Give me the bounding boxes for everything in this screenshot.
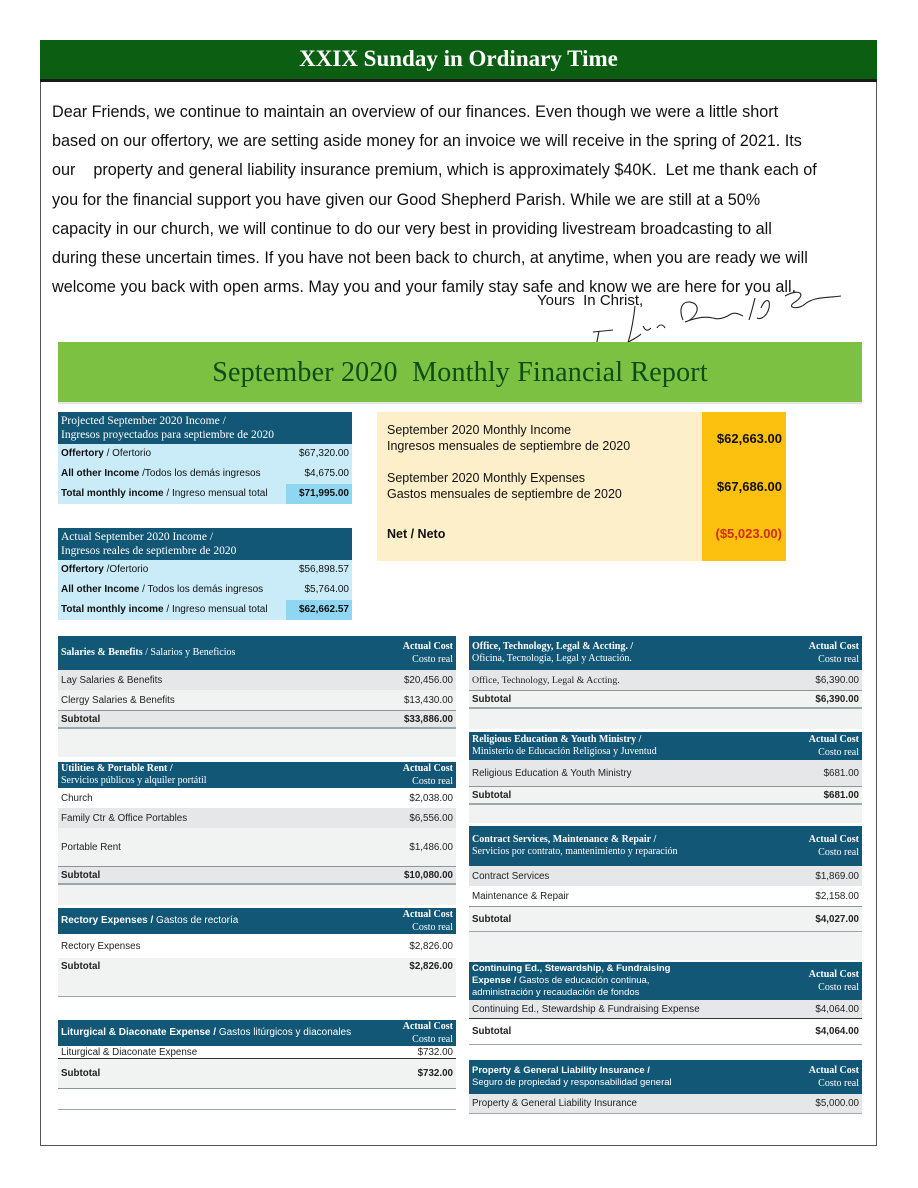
letter-line: capacity in our church, we will continue to do our very best in providing livestream broadcasting to all <box>52 219 772 238</box>
label-line: Gastos mensuales de septiembre de 2020 <box>387 487 622 501</box>
religious-ed-table <box>469 732 862 823</box>
cost-header-translation: Costo real <box>412 922 453 933</box>
table-title: Liturgical & Diaconate Expense / <box>61 1027 217 1038</box>
row-label: All other Income <box>61 584 140 595</box>
net-label <box>387 526 445 542</box>
row-value: $13,430.00 <box>403 694 453 706</box>
letter-line: during these uncertain times. If you have not been back to church, at anytime, when you are ready we will <box>52 249 808 268</box>
total-row <box>58 600 352 620</box>
table-row <box>58 670 456 690</box>
header-line: Ingresos proyectados para septiembre de 2020 <box>61 429 274 441</box>
row-value: $1,869.00 <box>815 870 859 882</box>
cost-header: Actual Cost <box>402 909 453 920</box>
row-label: Rectory Expenses <box>61 940 141 952</box>
table-title-translation: / Salarios y Beneficios <box>142 647 236 658</box>
cost-header-translation: Costo real <box>818 982 859 993</box>
subtotal-label: Subtotal <box>472 913 512 925</box>
table-title-translation: Ministerio de Educación Religiosa y Juventud <box>472 746 657 757</box>
subtotal-value: $6,390.00 <box>815 693 859 705</box>
table-header <box>58 762 456 788</box>
row-label: Church <box>61 792 93 804</box>
table-title-translation: Servicios por contrato, mantenimiento y reparación <box>472 846 678 857</box>
report-title: September 2020 Monthly Financial Report <box>212 357 708 388</box>
subtotal-label: Subtotal <box>61 960 101 972</box>
table-row <box>469 1094 862 1114</box>
projected-income-table <box>58 412 352 504</box>
table-header <box>469 732 862 760</box>
row-value: $2,158.00 <box>815 890 859 902</box>
letter-line: welcome you back with open arms. May you and your family stay safe and know we are here for you all. <box>52 278 797 297</box>
table-header <box>469 826 862 866</box>
cost-header: Actual Cost <box>808 734 859 745</box>
row-value: $732.00 <box>417 1046 453 1058</box>
utilities-table <box>58 762 456 905</box>
row-label: Family Ctr & Office Portables <box>61 812 188 824</box>
letter-line: Dear Friends, we continue to maintain an overview of our finances. Even though we were a little short <box>52 103 779 121</box>
row-label-translation: / Ofertorio <box>103 448 152 459</box>
spacer <box>58 885 456 905</box>
row-value: $67,320.00 <box>298 448 349 459</box>
subtotal-row <box>469 1019 862 1045</box>
label-line: September 2020 Monthly Expenses <box>387 471 586 485</box>
row-value: $6,390.00 <box>815 674 859 686</box>
spacer <box>58 729 456 757</box>
table-title-translation: Gastos de educación continua, administración y recaudación de fondos <box>472 975 650 998</box>
pastor-letter <box>52 98 872 302</box>
income-value: $62,663.00 <box>716 431 782 446</box>
table-row <box>58 580 352 600</box>
subtotal-label: Subtotal <box>472 693 512 705</box>
table-header <box>58 1020 456 1046</box>
subtotal-label: Subtotal <box>61 713 101 725</box>
row-label: Clergy Salaries & Benefits <box>61 694 175 706</box>
table-row <box>58 808 456 828</box>
cost-header: Actual Cost <box>808 834 859 845</box>
cost-header-translation: Costo real <box>412 776 453 787</box>
cost-header-translation: Costo real <box>818 747 859 758</box>
table-header <box>469 962 862 1000</box>
subtotal-value: $4,064.00 <box>815 1026 859 1037</box>
table-row <box>58 444 352 464</box>
cost-header: Actual Cost <box>402 763 453 774</box>
total-value: $71,995.00 <box>286 484 352 504</box>
table-row <box>469 670 862 690</box>
table-title-translation: Gastos de rectoría <box>153 915 239 926</box>
cost-header-translation: Costo real <box>818 654 859 665</box>
row-label: Total monthly income <box>61 488 164 499</box>
subtotal-label: Subtotal <box>472 1026 512 1037</box>
letter-closing: Yours In Christ, <box>537 292 644 309</box>
row-value: $5,000.00 <box>815 1098 859 1109</box>
cost-header: Actual Cost <box>808 969 859 980</box>
row-value: $4,675.00 <box>304 468 349 479</box>
total-value: $62,662.57 <box>286 600 352 620</box>
letter-line: based on our offertory, we are setting aside money for an invoice we will receive in the spring of 2021. Its <box>52 132 802 151</box>
row-value: $681.00 <box>823 767 859 779</box>
row-value: $56,898.57 <box>298 564 349 575</box>
subtotal-row <box>469 690 862 709</box>
table-title: Rectory Expenses / <box>61 915 154 926</box>
row-label: Maintenance & Repair <box>472 890 569 902</box>
contract-services-table <box>469 826 862 960</box>
cost-header-translation: Costo real <box>412 654 453 665</box>
page-banner <box>40 40 877 82</box>
office-table <box>469 636 862 729</box>
cost-header-translation: Costo real <box>818 1078 859 1089</box>
page-title: XXIX Sunday in Ordinary Time <box>299 46 618 71</box>
table-header <box>469 1060 862 1094</box>
row-label-translation: /Ofertorio <box>103 564 149 575</box>
table-title-translation: Servicios públicos y alquiler portátil <box>61 775 207 786</box>
subtotal-value: $33,886.00 <box>403 713 453 725</box>
row-label: All other Income <box>61 468 140 479</box>
row-value: $2,826.00 <box>409 940 453 952</box>
liturgical-table <box>58 1020 456 1110</box>
table-row <box>58 464 352 484</box>
row-value: $2,038.00 <box>409 792 453 804</box>
label-line: September 2020 Monthly Income <box>387 423 572 437</box>
report-title-banner <box>58 342 862 404</box>
table-title: Salaries & Benefits <box>61 647 143 658</box>
spacer <box>58 974 456 997</box>
letter-line: our property and general liability insurance premium, which is approximately $40K. Let me thank each of <box>52 161 817 180</box>
row-label: Religious Education & Youth Ministry <box>472 767 632 779</box>
row-label: Contract Services <box>472 870 550 882</box>
table-header <box>469 636 862 670</box>
label-line: Ingresos mensuales de septiembre de 2020 <box>387 439 631 453</box>
rectory-table <box>58 908 456 997</box>
spacer <box>58 1089 456 1110</box>
row-label: Portable Rent <box>61 841 121 853</box>
expenses-value: $67,686.00 <box>716 479 782 494</box>
subtotal-value: $10,080.00 <box>403 869 453 881</box>
table-title: Continuing Ed., Stewardship, & Fundraising Expense / <box>472 963 671 986</box>
table-row <box>58 1046 456 1059</box>
subtotal-row <box>58 710 456 729</box>
monthly-summary-box <box>377 412 786 561</box>
row-label-translation: / Todos los demás ingresos <box>139 584 264 595</box>
row-label: Offertory <box>61 564 104 575</box>
table-row <box>469 760 862 786</box>
spacer <box>469 932 862 960</box>
expenses-label <box>387 470 622 502</box>
row-label: Total monthly income <box>61 604 164 615</box>
table-title-translation: Gastos litúrgicos y diaconales <box>216 1027 352 1038</box>
subtotal-value: $2,826.00 <box>409 960 453 972</box>
row-label-translation: / Ingreso mensual total <box>163 604 268 615</box>
subtotal-label: Subtotal <box>61 869 101 881</box>
table-row <box>58 788 456 808</box>
table-header <box>58 636 456 670</box>
net-label-text: Net / Neto <box>387 527 446 541</box>
subtotal-row <box>469 906 862 932</box>
row-label: Lay Salaries & Benefits <box>61 674 163 686</box>
table-row <box>469 886 862 906</box>
header-line: Actual September 2020 Income / <box>61 531 214 543</box>
total-row <box>58 484 352 504</box>
subtotal-value: $732.00 <box>417 1068 453 1079</box>
table-title: Office, Technology, Legal & Accting. / <box>472 641 634 652</box>
subtotal-row <box>58 866 456 885</box>
subtotal-value: $681.00 <box>823 789 859 801</box>
cost-header-translation: Costo real <box>412 1034 453 1045</box>
salaries-table <box>58 636 456 757</box>
row-label: Continuing Ed., Stewardship & Fundraising Expense <box>472 1003 700 1015</box>
row-label: Office, Technology, Legal & Accting. <box>472 674 620 686</box>
row-label: Liturgical & Diaconate Expense <box>61 1046 198 1058</box>
spacer <box>469 805 862 823</box>
row-value: $6,556.00 <box>409 812 453 824</box>
row-label-translation: /Todos los demás ingresos <box>139 468 261 479</box>
table-title: Utilities & Portable Rent / <box>61 763 173 774</box>
table-title-translation: Seguro de propiedad y responsabilidad general <box>472 1077 672 1088</box>
projected-income-header <box>58 412 352 444</box>
table-row <box>58 828 456 866</box>
row-label: Property & General Liability Insurance <box>472 1098 637 1109</box>
subtotal-label: Subtotal <box>61 1068 101 1079</box>
letter-line: you for the financial support you have given our Good Shepherd Parish. While we are still at a 50% <box>52 190 761 209</box>
table-row <box>58 690 456 710</box>
actual-income-header <box>58 528 352 560</box>
table-title: Property & General Liability Insurance / <box>472 1065 650 1076</box>
row-value: $4,064.00 <box>815 1003 859 1015</box>
row-value: $20,456.00 <box>403 674 453 686</box>
row-value: $5,764.00 <box>304 584 349 595</box>
subtotal-label: Subtotal <box>472 789 512 801</box>
subtotal-row <box>58 1059 456 1089</box>
table-row <box>58 560 352 580</box>
table-title: Contract Services, Maintenance & Repair / <box>472 834 657 845</box>
table-row <box>469 1000 862 1019</box>
net-value: ($5,023.00) <box>715 526 782 541</box>
subtotal-row <box>469 786 862 805</box>
actual-income-table <box>58 528 352 620</box>
table-header <box>58 908 456 934</box>
income-label <box>387 422 630 454</box>
continuing-ed-table <box>469 962 862 1045</box>
cost-header: Actual Cost <box>808 1065 859 1076</box>
cost-header: Actual Cost <box>808 641 859 652</box>
subtotal-value: $4,027.00 <box>815 913 859 925</box>
cost-header: Actual Cost <box>402 641 453 652</box>
table-row <box>469 866 862 886</box>
spacer <box>469 709 862 729</box>
table-title-translation: Oficina, Tecnología, Legal y Actuación. <box>472 653 632 664</box>
header-line: Projected September 2020 Income / <box>61 415 226 427</box>
row-value: $1,486.00 <box>409 841 453 853</box>
cost-header-translation: Costo real <box>818 847 859 858</box>
row-label: Offertory <box>61 448 104 459</box>
row-label-translation: / Ingreso mensual total <box>163 488 268 499</box>
cost-header: Actual Cost <box>402 1021 453 1032</box>
subtotal-row <box>58 958 456 974</box>
table-title: Religious Education & Youth Ministry / <box>472 734 642 745</box>
table-row <box>58 934 456 958</box>
insurance-table <box>469 1060 862 1114</box>
header-line: Ingresos reales de septiembre de 2020 <box>61 545 237 557</box>
